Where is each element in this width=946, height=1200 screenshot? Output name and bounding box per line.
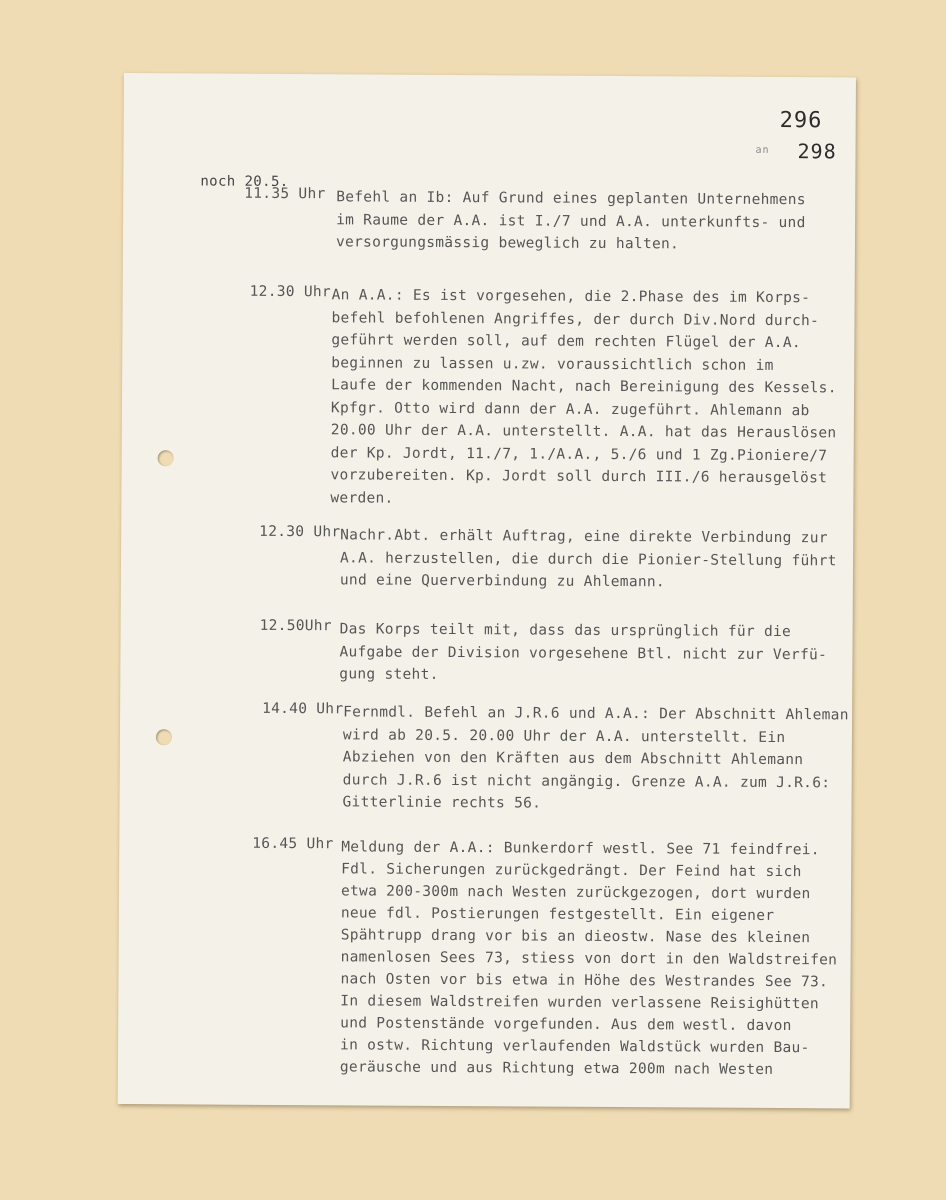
entry-line: Das Korps teilt mit, dass das ursprünglich für die [339, 621, 792, 641]
entry-line: geführt werden soll, auf dem rechten Flügel der A.A. [331, 332, 801, 352]
entry-line: und eine Querverbindung zu Ahlemann. [339, 572, 666, 591]
entry-text [336, 186, 876, 257]
date-heading: noch 20.5. [200, 173, 289, 191]
entry-line: Gitterlinie rechts 56. [342, 794, 542, 812]
entry-time: 16.45 Uhr [252, 835, 334, 853]
entry-line: etwa 200-300m nach Westen zurückgezogen, dort wurden [340, 883, 811, 903]
entry-line: vorzubereiten. Kp. Jordt soll durch III./6 herausgelöst [330, 467, 828, 487]
entry-time: 12.50Uhr [259, 617, 332, 635]
entry-line: Nachr.Abt. erhält Auftrag, eine direkte Verbindung zur [340, 527, 828, 547]
entry-text [330, 284, 871, 512]
entry-line: durch J.R.6 ist nicht angängig. Grenze A.A. zum J.R.6: [342, 771, 831, 791]
entry-line: Fdl. Sicherungen zurückgedrängt. Der Feind hat sich [341, 861, 802, 881]
entry-line: und Postenstände vorgefunden. Aus dem westl. davon [340, 1015, 792, 1035]
entry-line: befehl befohlenen Angriffes, der durch Div.Nord durch- [331, 309, 820, 329]
entry-time: 12.30 Uhr [249, 283, 331, 301]
entry-text [340, 524, 880, 595]
entry-line: im Raume der A.A. ist I./7 und A.A. unterkunfts- und [336, 211, 806, 231]
entry-line: nach Osten vor bis etwa in Höhe des Westrandes See 73. [340, 971, 829, 991]
entry-time: 12.30 Uhr [259, 523, 341, 541]
entry-line: namenlosen Sees 73, stiess von dort in den Waldstreifen [340, 949, 838, 969]
entry-line: Befehl an Ib: Auf Grund eines geplanten Unternehmens [336, 189, 806, 209]
entry-line: versorgungsmässig beweglich zu halten. [335, 234, 680, 253]
entry-line: In diesem Waldstreifen wurden verlassene Reisighütten [340, 993, 819, 1013]
document-page [118, 73, 856, 1108]
entry-text [339, 618, 879, 689]
entry-line: Laufe der kommenden Nacht, nach Bereinigung des Kessels. [331, 377, 837, 397]
entry-line: Kpfgr. Otto wird dann der A.A. zugeführt. Ahlemann ab [330, 399, 810, 419]
entry-line: Meldung der A.A.: Bunkerdorf westl. See 71 feindfrei. [341, 839, 820, 859]
entry-line: A.A. herzustellen, die durch die Pionier-Stellung führt [339, 549, 837, 569]
entry-text [342, 701, 883, 817]
page-number-secondary: 298 [797, 139, 837, 164]
entry-line: geräusche und aus Richtung etwa 200m nach Westen [339, 1059, 774, 1078]
entry-line: Spähtrupp drang vor bis an dieostw. Nase des kleinen [340, 927, 811, 947]
entry-line: Aufgabe der Division vorgesehene Btl. nicht zur Verfü- [339, 643, 828, 663]
punch-hole-upper [158, 450, 174, 466]
page-number-mark: an [755, 144, 770, 156]
entry-line: Fernmdl. Befehl an J.R.6 und A.A.: Der Abschnitt Ahleman [343, 704, 849, 724]
entry-time: 11.35 Uhr [244, 185, 326, 203]
page-number: 296 [779, 108, 823, 134]
punch-hole-lower [156, 729, 172, 745]
entry-line: werden. [330, 489, 394, 507]
entry-line: beginnen zu lassen u.zw. voraussichtlich schon im [331, 354, 774, 374]
entry-line: neue fdl. Postierungen festgestellt. Ein eigener [340, 905, 775, 924]
entry-line: der Kp. Jordt, 11./7, 1./A.A., 5./6 und 1 Zg.Pioniere/7 [330, 444, 828, 464]
entry-line: gung steht. [339, 666, 439, 683]
entry-line: in ostw. Richtung verlaufenden Waldstück wurden Bau- [340, 1037, 810, 1057]
entry-time: 14.40 Uhr [262, 700, 344, 718]
entry-text [340, 836, 881, 1081]
entry-line: Abziehen von den Kräften aus dem Abschnitt Ahlemann [342, 749, 804, 769]
entry-line: An A.A.: Es ist vorgesehen, die 2.Phase des im Korps- [331, 287, 811, 307]
entry-line: 20.00 Uhr der A.A. unterstellt. A.A. hat das Herauslösen [330, 422, 837, 442]
entry-line: wird ab 20.5. 20.00 Uhr der A.A. unterstellt. Ein [342, 726, 786, 746]
